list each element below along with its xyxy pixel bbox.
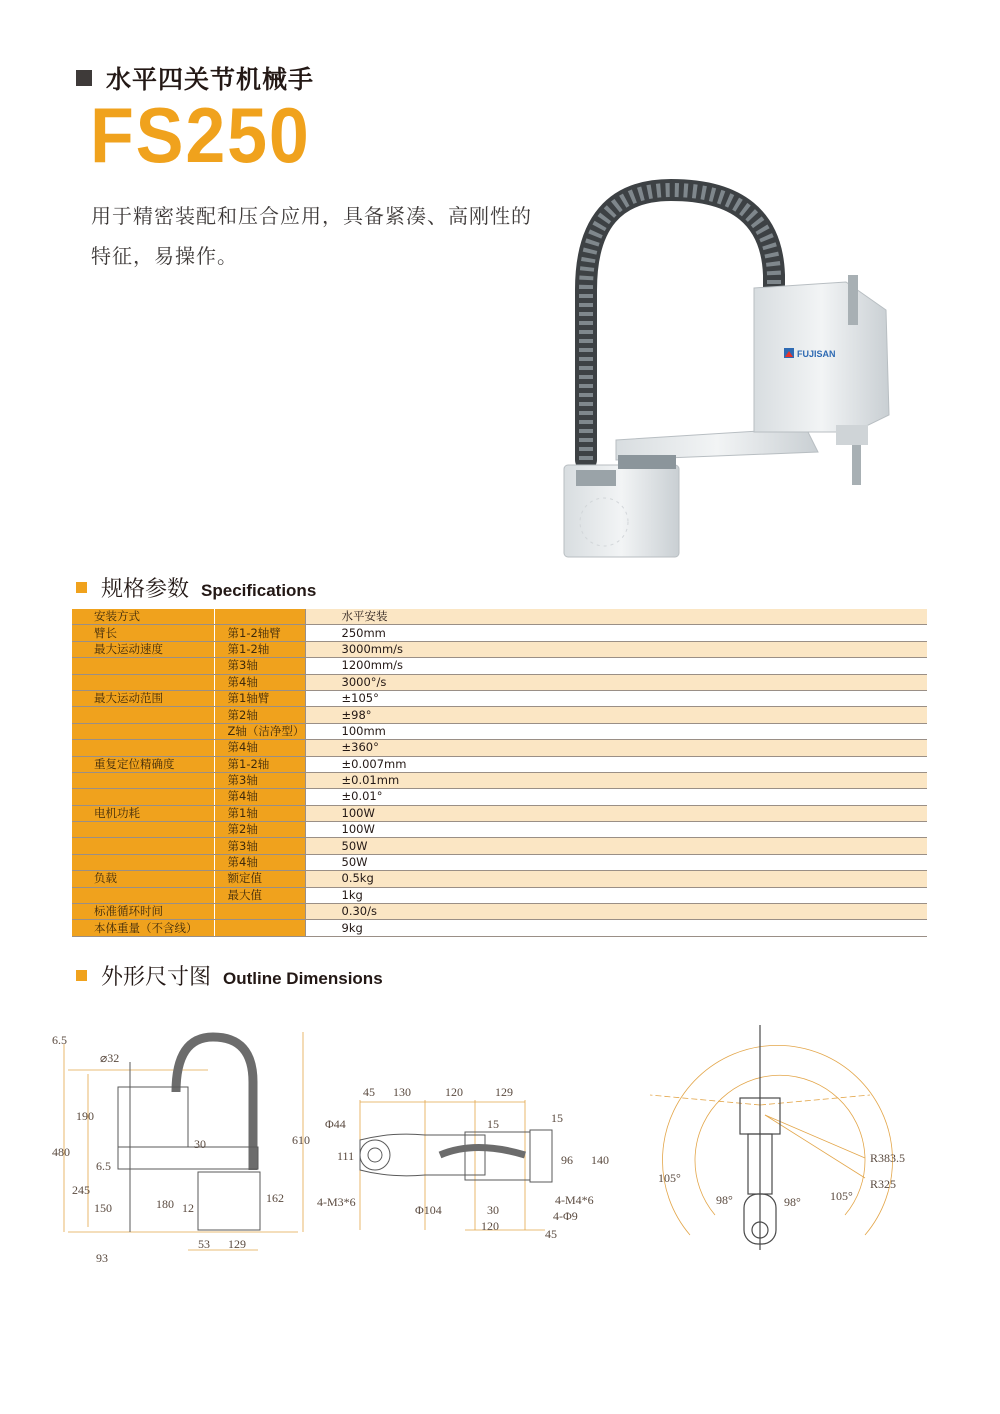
table-row — [72, 723, 927, 739]
dim-label: 105° — [658, 1171, 681, 1185]
spec-group: 负载 — [72, 871, 214, 887]
table-row — [72, 904, 927, 920]
dim-label: 480 — [52, 1145, 70, 1159]
spec-group — [72, 658, 214, 674]
table-row — [72, 838, 927, 854]
spec-item — [214, 904, 305, 920]
spec-item: 第3轴 — [214, 658, 305, 674]
specifications-table — [72, 609, 927, 937]
outline-heading — [76, 960, 383, 991]
dim-label: 130 — [393, 1085, 411, 1099]
spec-item — [214, 920, 305, 936]
specifications-title-cn: 规格参数 — [101, 577, 190, 602]
section-bullet — [76, 970, 87, 981]
dim-label: 15 — [487, 1117, 499, 1131]
spec-value: 3000mm/s — [305, 641, 927, 657]
spec-group — [72, 822, 214, 838]
spec-value: 250mm — [305, 625, 927, 641]
dim-label: 96 — [561, 1153, 573, 1167]
dim-label: 15 — [551, 1111, 563, 1125]
spec-group — [72, 838, 214, 854]
side-view-drawing — [48, 1022, 318, 1272]
spec-group — [72, 707, 214, 723]
dim-label: 30 — [194, 1137, 206, 1151]
spec-item: 第2轴 — [214, 707, 305, 723]
specifications-title-en: Specifications — [201, 581, 317, 600]
dim-label: 180 — [156, 1197, 174, 1211]
spec-value: ±105° — [305, 690, 927, 706]
table-row — [72, 789, 927, 805]
spec-item: 第1-2轴 — [214, 756, 305, 772]
dim-label: Φ104 — [415, 1203, 442, 1217]
outline-title-en: Outline Dimensions — [223, 969, 383, 988]
spec-item: 第1-2轴臂 — [214, 625, 305, 641]
dim-label: 12 — [182, 1201, 194, 1215]
spec-group: 电机功耗 — [72, 805, 214, 821]
spec-value: ±0.007mm — [305, 756, 927, 772]
spec-value: 1200mm/s — [305, 658, 927, 674]
spec-item: 第2轴 — [214, 822, 305, 838]
dim-label: 190 — [76, 1109, 94, 1123]
spec-value: ±0.01° — [305, 789, 927, 805]
spec-item: 第1轴臂 — [214, 690, 305, 706]
dim-label: 45 — [545, 1227, 557, 1241]
motion-range-drawing — [630, 1020, 930, 1265]
dim-label: 111 — [337, 1149, 355, 1163]
spec-group — [72, 674, 214, 690]
dim-label: Φ44 — [325, 1117, 346, 1131]
table-row — [72, 756, 927, 772]
specifications-heading — [76, 572, 316, 603]
dim-label: 4-M3*6 — [317, 1195, 356, 1209]
dim-label: 45 — [363, 1085, 375, 1099]
spec-group: 臂长 — [72, 625, 214, 641]
spec-value: ±98° — [305, 707, 927, 723]
dim-label: ⌀32 — [100, 1051, 120, 1065]
spec-group: 最大运动范围 — [72, 690, 214, 706]
spec-value: 9kg — [305, 920, 927, 936]
spec-value: 50W — [305, 854, 927, 870]
spec-value: ±0.01mm — [305, 772, 927, 788]
dim-label: 6.5 — [52, 1033, 67, 1047]
product-category-title: 水平四关节机械手 — [106, 65, 315, 94]
table-row — [72, 887, 927, 903]
table-row — [72, 658, 927, 674]
spec-group: 安装方式 — [72, 609, 214, 625]
spec-item: 第3轴 — [214, 838, 305, 854]
model-number: FS250 — [90, 91, 311, 179]
table-row — [72, 740, 927, 756]
spec-value: 100W — [305, 805, 927, 821]
dim-label: 120 — [445, 1085, 463, 1099]
dim-label: 98° — [784, 1195, 801, 1209]
table-row — [72, 822, 927, 838]
dim-label: 6.5 — [96, 1159, 111, 1173]
spec-value: 50W — [305, 838, 927, 854]
spec-item — [214, 609, 305, 625]
spec-item: Z轴（洁净型） — [214, 723, 305, 739]
table-row — [72, 871, 927, 887]
section-bullet — [76, 582, 87, 593]
spec-value: 100W — [305, 822, 927, 838]
table-row — [72, 805, 927, 821]
dim-label: 610 — [292, 1133, 310, 1147]
spec-item: 第3轴 — [214, 772, 305, 788]
spec-value: 水平安装 — [305, 609, 927, 625]
brand-label: FUJISAN — [797, 349, 836, 359]
outline-title-cn: 外形尺寸图 — [101, 965, 212, 990]
dim-label: 162 — [266, 1191, 284, 1205]
table-row — [72, 641, 927, 657]
spec-item: 第4轴 — [214, 854, 305, 870]
spec-item: 额定值 — [214, 871, 305, 887]
table-row — [72, 625, 927, 641]
dim-label: 245 — [72, 1183, 90, 1197]
spec-group — [72, 740, 214, 756]
dim-label: R383.5 — [870, 1151, 906, 1165]
spec-value: ±360° — [305, 740, 927, 756]
dim-label: 53 — [198, 1237, 210, 1251]
dim-label: 150 — [94, 1201, 112, 1215]
dim-label: 129 — [495, 1085, 513, 1099]
spec-group — [72, 789, 214, 805]
spec-group — [72, 854, 214, 870]
table-row — [72, 772, 927, 788]
spec-group: 本体重量（不含线） — [72, 920, 214, 936]
product-description: 用于精密装配和压合应用，具备紧凑、高刚性的特征，易操作。 — [91, 204, 532, 268]
table-row — [72, 674, 927, 690]
dim-label: 30 — [487, 1203, 499, 1217]
dim-label: 120 — [481, 1219, 499, 1233]
dim-label: 98° — [716, 1193, 733, 1207]
dim-label: 4-Φ9 — [553, 1209, 578, 1223]
spec-item: 第1轴 — [214, 805, 305, 821]
top-view-drawing — [315, 1080, 620, 1250]
heading-bullet — [76, 70, 92, 86]
spec-item: 最大值 — [214, 887, 305, 903]
spec-value: 1kg — [305, 887, 927, 903]
spec-value: 0.30/s — [305, 904, 927, 920]
dim-label: 140 — [591, 1153, 609, 1167]
spec-group — [72, 887, 214, 903]
spec-group: 重复定位精确度 — [72, 756, 214, 772]
spec-item: 第4轴 — [214, 740, 305, 756]
table-row — [72, 690, 927, 706]
table-row — [72, 854, 927, 870]
spec-group — [72, 772, 214, 788]
spec-group: 标准循环时间 — [72, 904, 214, 920]
spec-value: 3000°/s — [305, 674, 927, 690]
spec-item: 第4轴 — [214, 674, 305, 690]
dim-label: R325 — [870, 1177, 897, 1191]
z-axis-shaft-top — [848, 275, 858, 325]
spec-group: 最大运动速度 — [72, 641, 214, 657]
spec-item: 第1-2轴 — [214, 641, 305, 657]
robot-product-image — [556, 170, 906, 565]
spec-value: 0.5kg — [305, 871, 927, 887]
cable-conduit — [586, 190, 774, 460]
spec-group — [72, 723, 214, 739]
table-row — [72, 920, 927, 936]
dim-label: 93 — [96, 1251, 108, 1265]
dim-label: 4-M4*6 — [555, 1193, 594, 1207]
spec-item: 第4轴 — [214, 789, 305, 805]
dim-label: 105° — [830, 1189, 853, 1203]
table-row — [72, 707, 927, 723]
spec-value: 100mm — [305, 723, 927, 739]
table-row — [72, 609, 927, 625]
dim-label: 129 — [228, 1237, 246, 1251]
